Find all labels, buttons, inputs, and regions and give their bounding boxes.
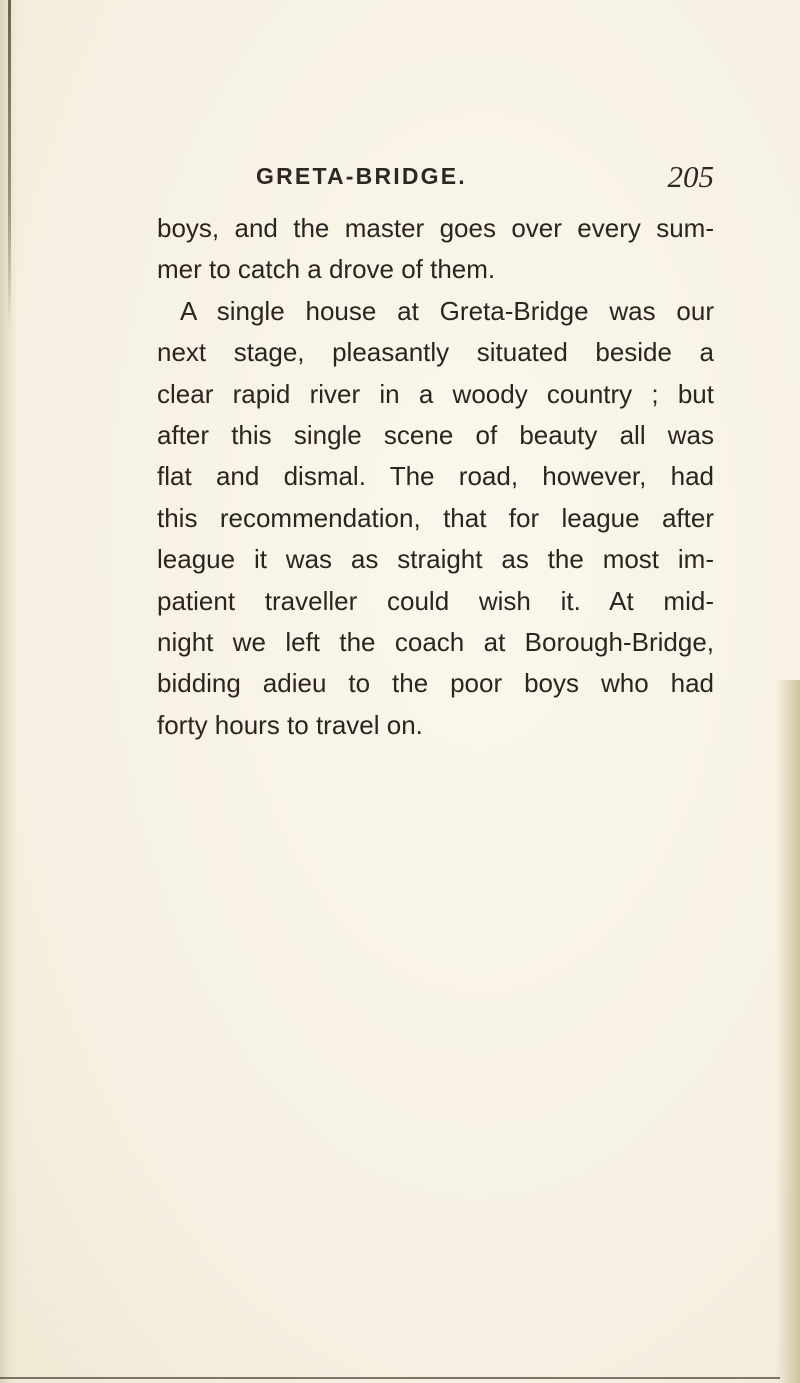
page-bottom-edge: [0, 1377, 780, 1379]
binding-edge: [8, 0, 11, 330]
text-line: mer to catch a drove of them.: [157, 254, 496, 285]
text-line: next stage, pleasantly situated beside a: [157, 337, 714, 368]
text-line: boys, and the master goes over every sum-: [157, 213, 714, 243]
text-line: league it was as straight as the most im-: [157, 544, 714, 575]
text-line: forty hours to travel on.: [157, 709, 423, 740]
page-number: 205: [667, 159, 714, 194]
text-line: night we left the coach at Borough-Bridge,: [157, 626, 714, 657]
page-header: [256, 159, 714, 197]
text-line: after this single scene of beauty all was: [157, 419, 714, 450]
text-line: clear rapid river in a woody country ; but: [157, 378, 714, 409]
text-line: A single house at Greta-Bridge was our: [180, 295, 714, 326]
text-line: patient traveller could wish it. At mid-: [157, 585, 714, 616]
text-line: bidding adieu to the poor boys who had: [157, 668, 714, 699]
body-text: [157, 208, 714, 746]
page-edge-discoloration: [776, 680, 800, 1383]
running-head: GRETA-BRIDGE.: [256, 163, 467, 189]
text-line: flat and dismal. The road, however, had: [157, 461, 714, 492]
text-line: this recommendation, that for league after: [157, 502, 714, 533]
